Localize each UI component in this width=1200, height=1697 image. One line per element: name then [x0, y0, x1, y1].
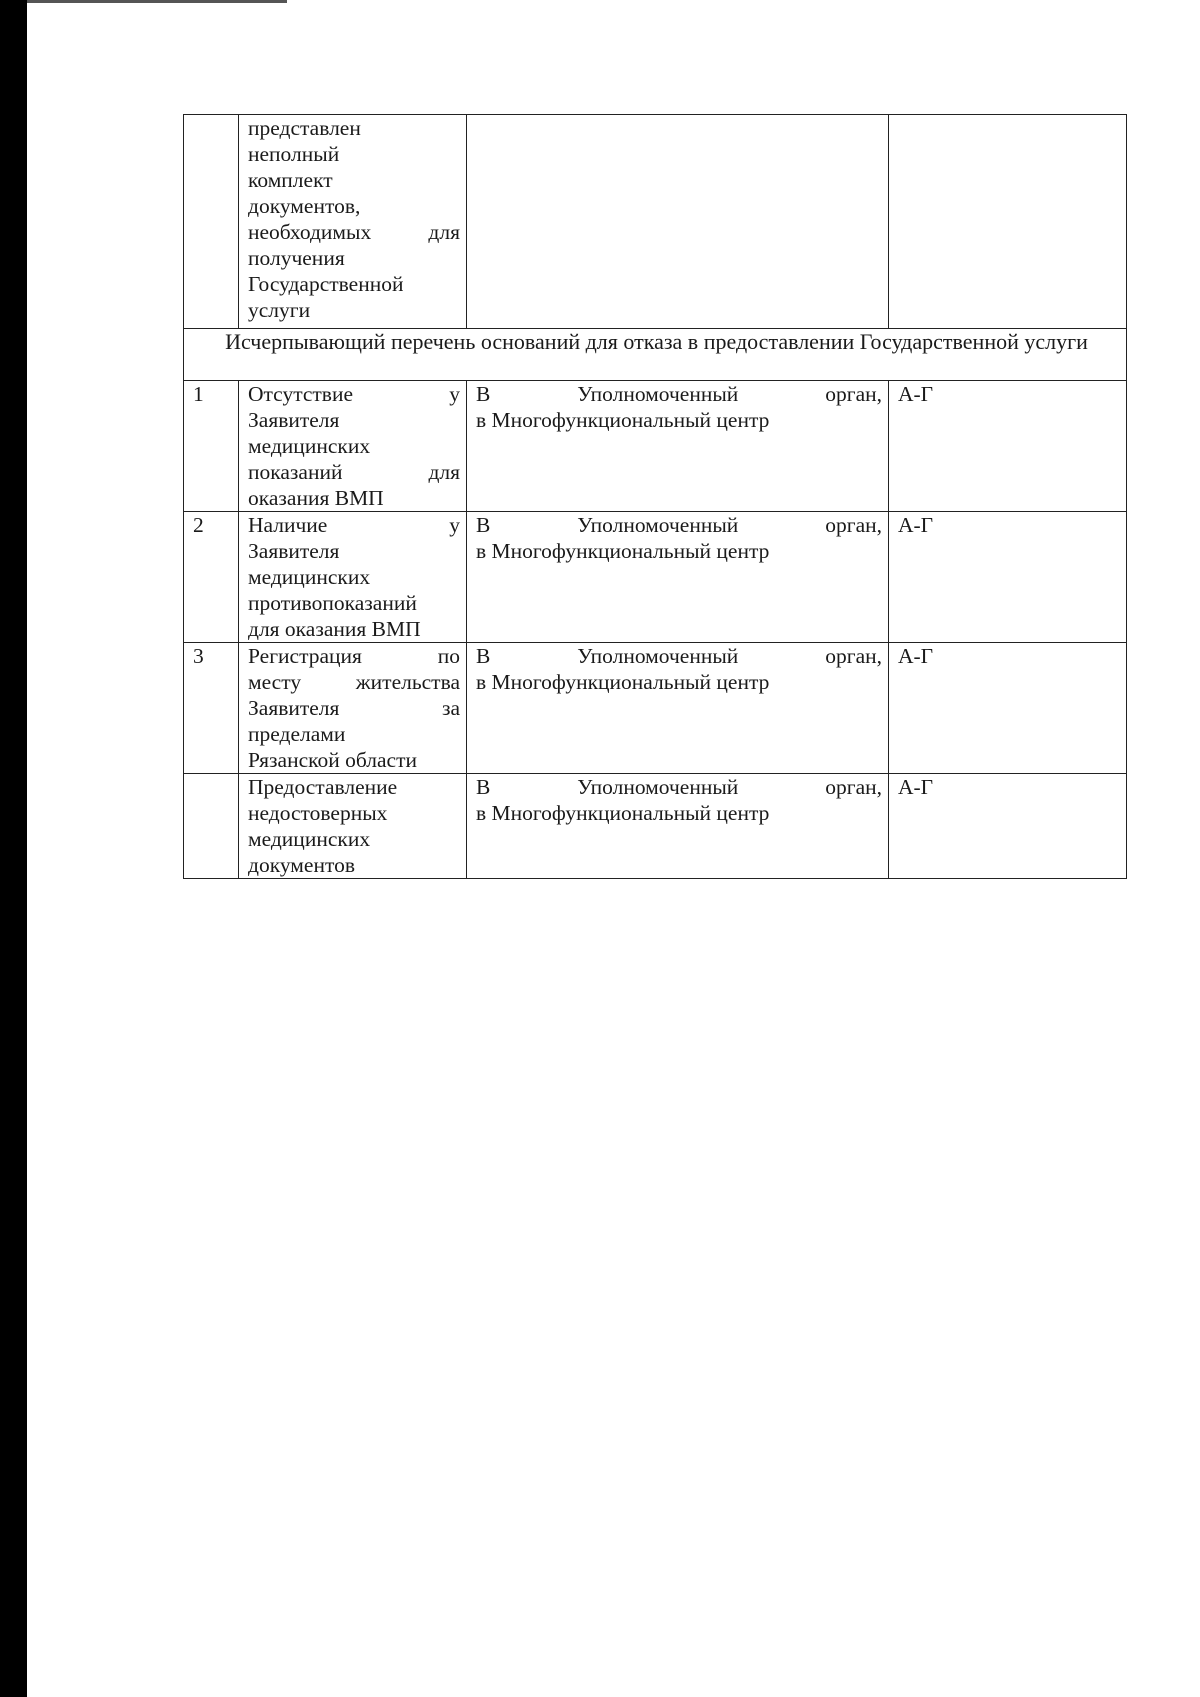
table-row — [184, 774, 1127, 879]
where-line: В Уполномоченный орган, — [476, 513, 882, 537]
reason-line: медицинских — [248, 565, 371, 589]
reason-line: Заявителя за — [248, 696, 460, 720]
section-heading-row — [184, 329, 1127, 381]
reason-line: неполный — [248, 142, 340, 166]
reason-cell — [239, 381, 467, 512]
where-line: В Уполномоченный орган, — [476, 775, 882, 799]
code-cell: А-Г — [889, 512, 1127, 643]
where-line: В Уполномоченный орган, — [476, 644, 882, 668]
row-number: 1 — [184, 381, 239, 512]
reason-line: Заявителя — [248, 539, 340, 563]
reason-cell — [239, 512, 467, 643]
code-cell — [889, 115, 1127, 329]
reason-line: комплект — [248, 168, 333, 192]
reason-cell — [239, 643, 467, 774]
reason-line: противопоказаний — [248, 591, 417, 615]
reason-line: медицинских — [248, 827, 371, 851]
code-cell: А-Г — [889, 381, 1127, 512]
reason-line: документов — [248, 853, 355, 877]
row-number — [184, 774, 239, 879]
row-number-cell — [184, 115, 239, 329]
reason-cell — [239, 774, 467, 879]
where-cell — [467, 381, 889, 512]
reason-line: Заявителя — [248, 408, 340, 432]
reason-line: оказания ВМП — [248, 486, 384, 510]
reason-line: необходимых для — [248, 220, 460, 244]
table-row — [184, 512, 1127, 643]
refusal-grounds-table — [183, 114, 1127, 879]
code-cell: А-Г — [889, 774, 1127, 879]
reason-line: пределами — [248, 722, 346, 746]
section-heading: Исчерпывающий перечень оснований для отказа в предоставлении Государственной услуги — [184, 329, 1127, 381]
where-line: в Многофункциональный центр — [476, 801, 770, 825]
where-line: в Многофункциональный центр — [476, 408, 770, 432]
reason-line: получения — [248, 246, 345, 270]
reason-line: представлен — [248, 116, 361, 140]
reason-line: документов, — [248, 194, 361, 218]
where-cell — [467, 774, 889, 879]
row-number: 2 — [184, 512, 239, 643]
where-line: в Многофункциональный центр — [476, 539, 770, 563]
reason-line: Рязанской области — [248, 748, 417, 772]
table-row-continuation — [184, 115, 1127, 329]
where-line: в Многофункциональный центр — [476, 670, 770, 694]
code-cell: А-Г — [889, 643, 1127, 774]
table-row — [184, 643, 1127, 774]
row-number: 3 — [184, 643, 239, 774]
reason-line: Отсутствие у — [248, 382, 460, 406]
reason-line: Государственной — [248, 272, 404, 296]
reason-line: месту жительства — [248, 670, 460, 694]
reason-line: показаний для — [248, 460, 460, 484]
scan-top-mark — [27, 0, 287, 3]
reason-line: Наличие у — [248, 513, 460, 537]
reason-line: Предоставление — [248, 775, 398, 799]
where-line: В Уполномоченный орган, — [476, 382, 882, 406]
where-cell — [467, 115, 889, 329]
reason-line: услуги — [248, 298, 311, 322]
scan-black-edge — [0, 0, 27, 1697]
where-cell — [467, 512, 889, 643]
reason-line: медицинских — [248, 434, 371, 458]
reason-cell — [239, 115, 467, 329]
reason-line: недостоверных — [248, 801, 388, 825]
reason-line: для оказания ВМП — [248, 617, 421, 641]
table-row — [184, 381, 1127, 512]
reason-line: Регистрация по — [248, 644, 460, 668]
where-cell — [467, 643, 889, 774]
